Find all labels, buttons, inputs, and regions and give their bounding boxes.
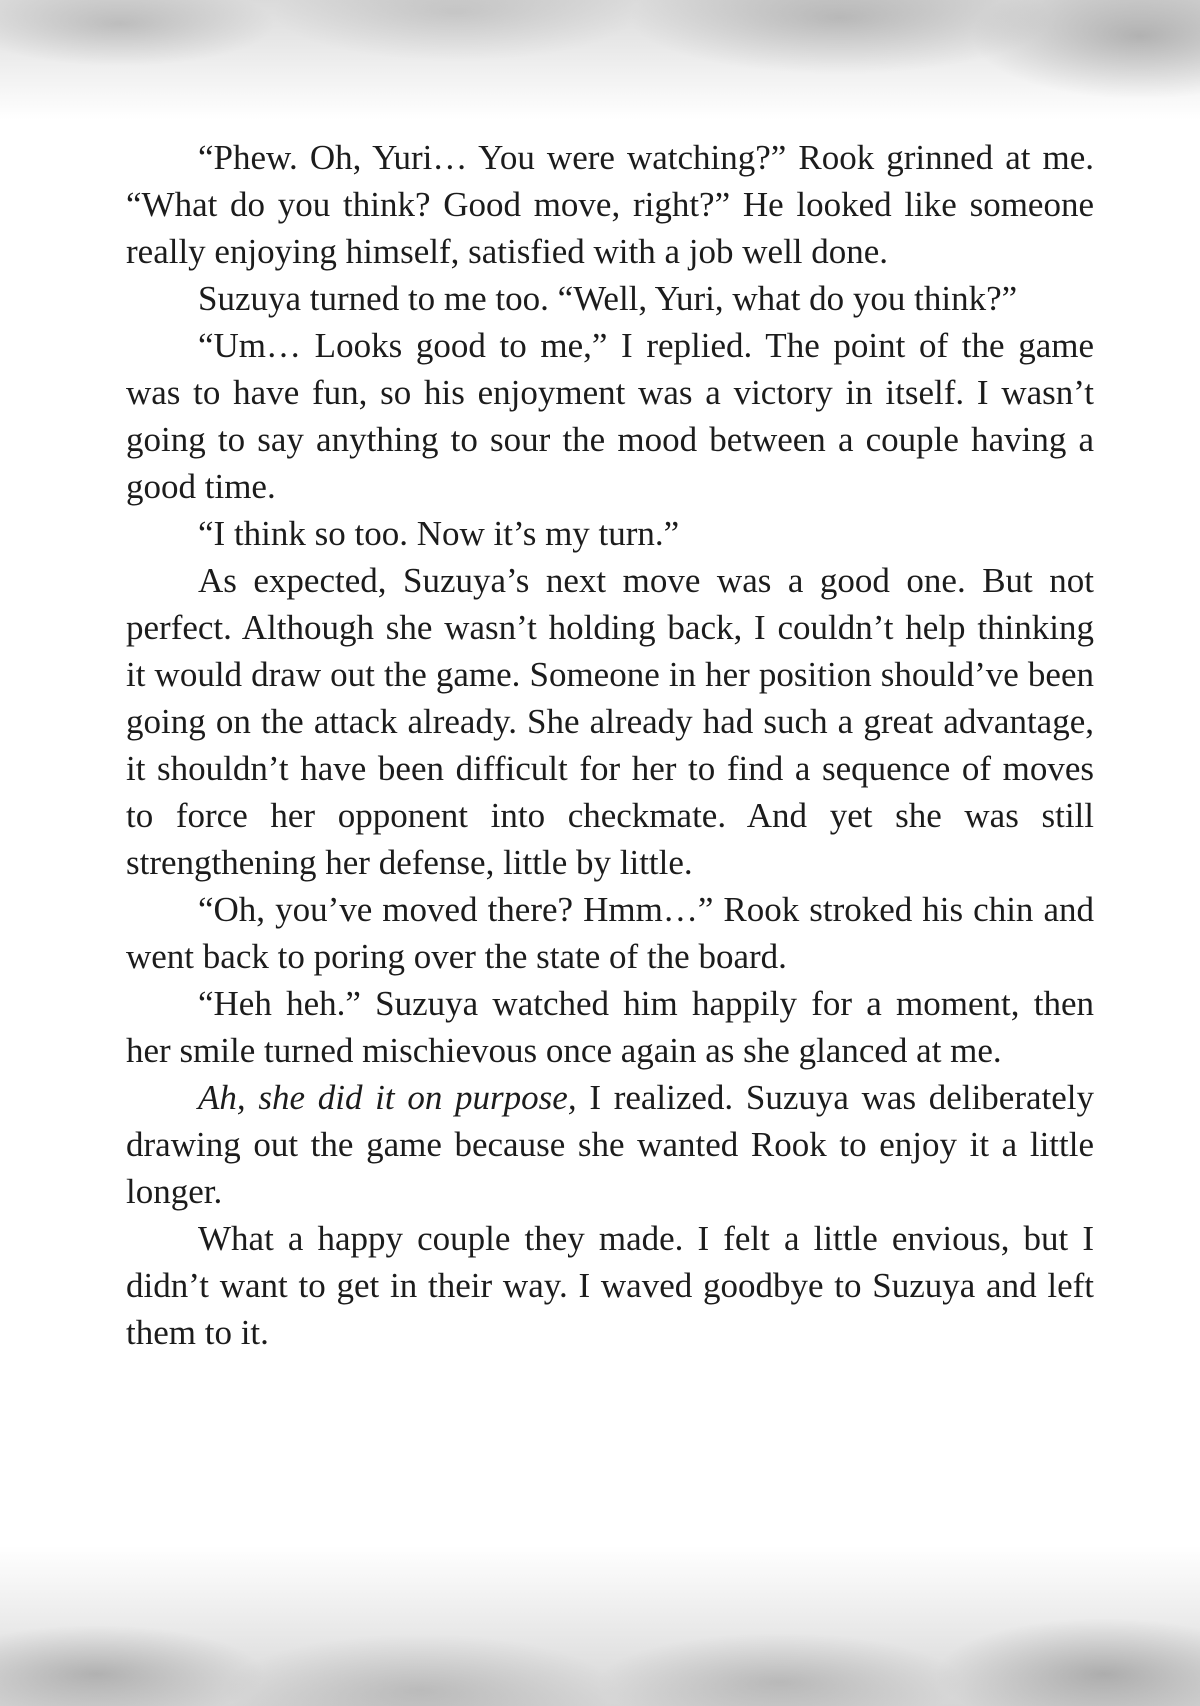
- paragraph: What a happy couple they made. I felt a little envious, but I didn’t want to get in their way. I waved goodbye to Suzuya and left them to it.: [126, 1219, 1094, 1352]
- paragraph: “I think so too. Now it’s my turn.”: [198, 514, 680, 553]
- paragraph: “Heh heh.” Suzuya watched him happily for a moment, then her smile turned mischievous once again as she glanced at me.: [126, 984, 1094, 1070]
- paragraph: Suzuya turned to me too. “Well, Yuri, what do you think?”: [198, 279, 1018, 318]
- paragraph: “Oh, you’ve moved there? Hmm…” Rook stroked his chin and went back to poring over the state of the board.: [126, 890, 1094, 976]
- paragraph: [126, 1074, 1094, 1215]
- body-text: [126, 134, 1094, 1356]
- bottom-texture-border: [0, 1546, 1200, 1706]
- italic-thought: Ah, she did it on purpose,: [198, 1078, 577, 1117]
- paragraph: “Phew. Oh, Yuri… You were watching?” Rook grinned at me. “What do you think? Good move, right?” He looked like someone really enjoying himself, satisfied with a job well done.: [126, 138, 1094, 271]
- top-texture-border: [0, 0, 1200, 120]
- paragraph-text: I realized. Suzuya was deliberately drawing out the game because she wanted Rook to enjoy it a little longer.: [126, 1078, 1094, 1211]
- paragraph: As expected, Suzuya’s next move was a good one. But not perfect. Although she wasn’t holding back, I couldn’t help thinking it would draw out the game. Someone in her position should’ve been going on the attack already. She already had such a great advantage, it shouldn’t have been difficult for her to find a sequence of moves to force her opponent into checkmate. And yet she was still strengthening her defense, little by little.: [126, 561, 1094, 882]
- paragraph: “Um… Looks good to me,” I replied. The point of the game was to have fun, so his enjoyment was a victory in itself. I wasn’t going to say anything to sour the mood between a couple having a good time.: [126, 326, 1094, 506]
